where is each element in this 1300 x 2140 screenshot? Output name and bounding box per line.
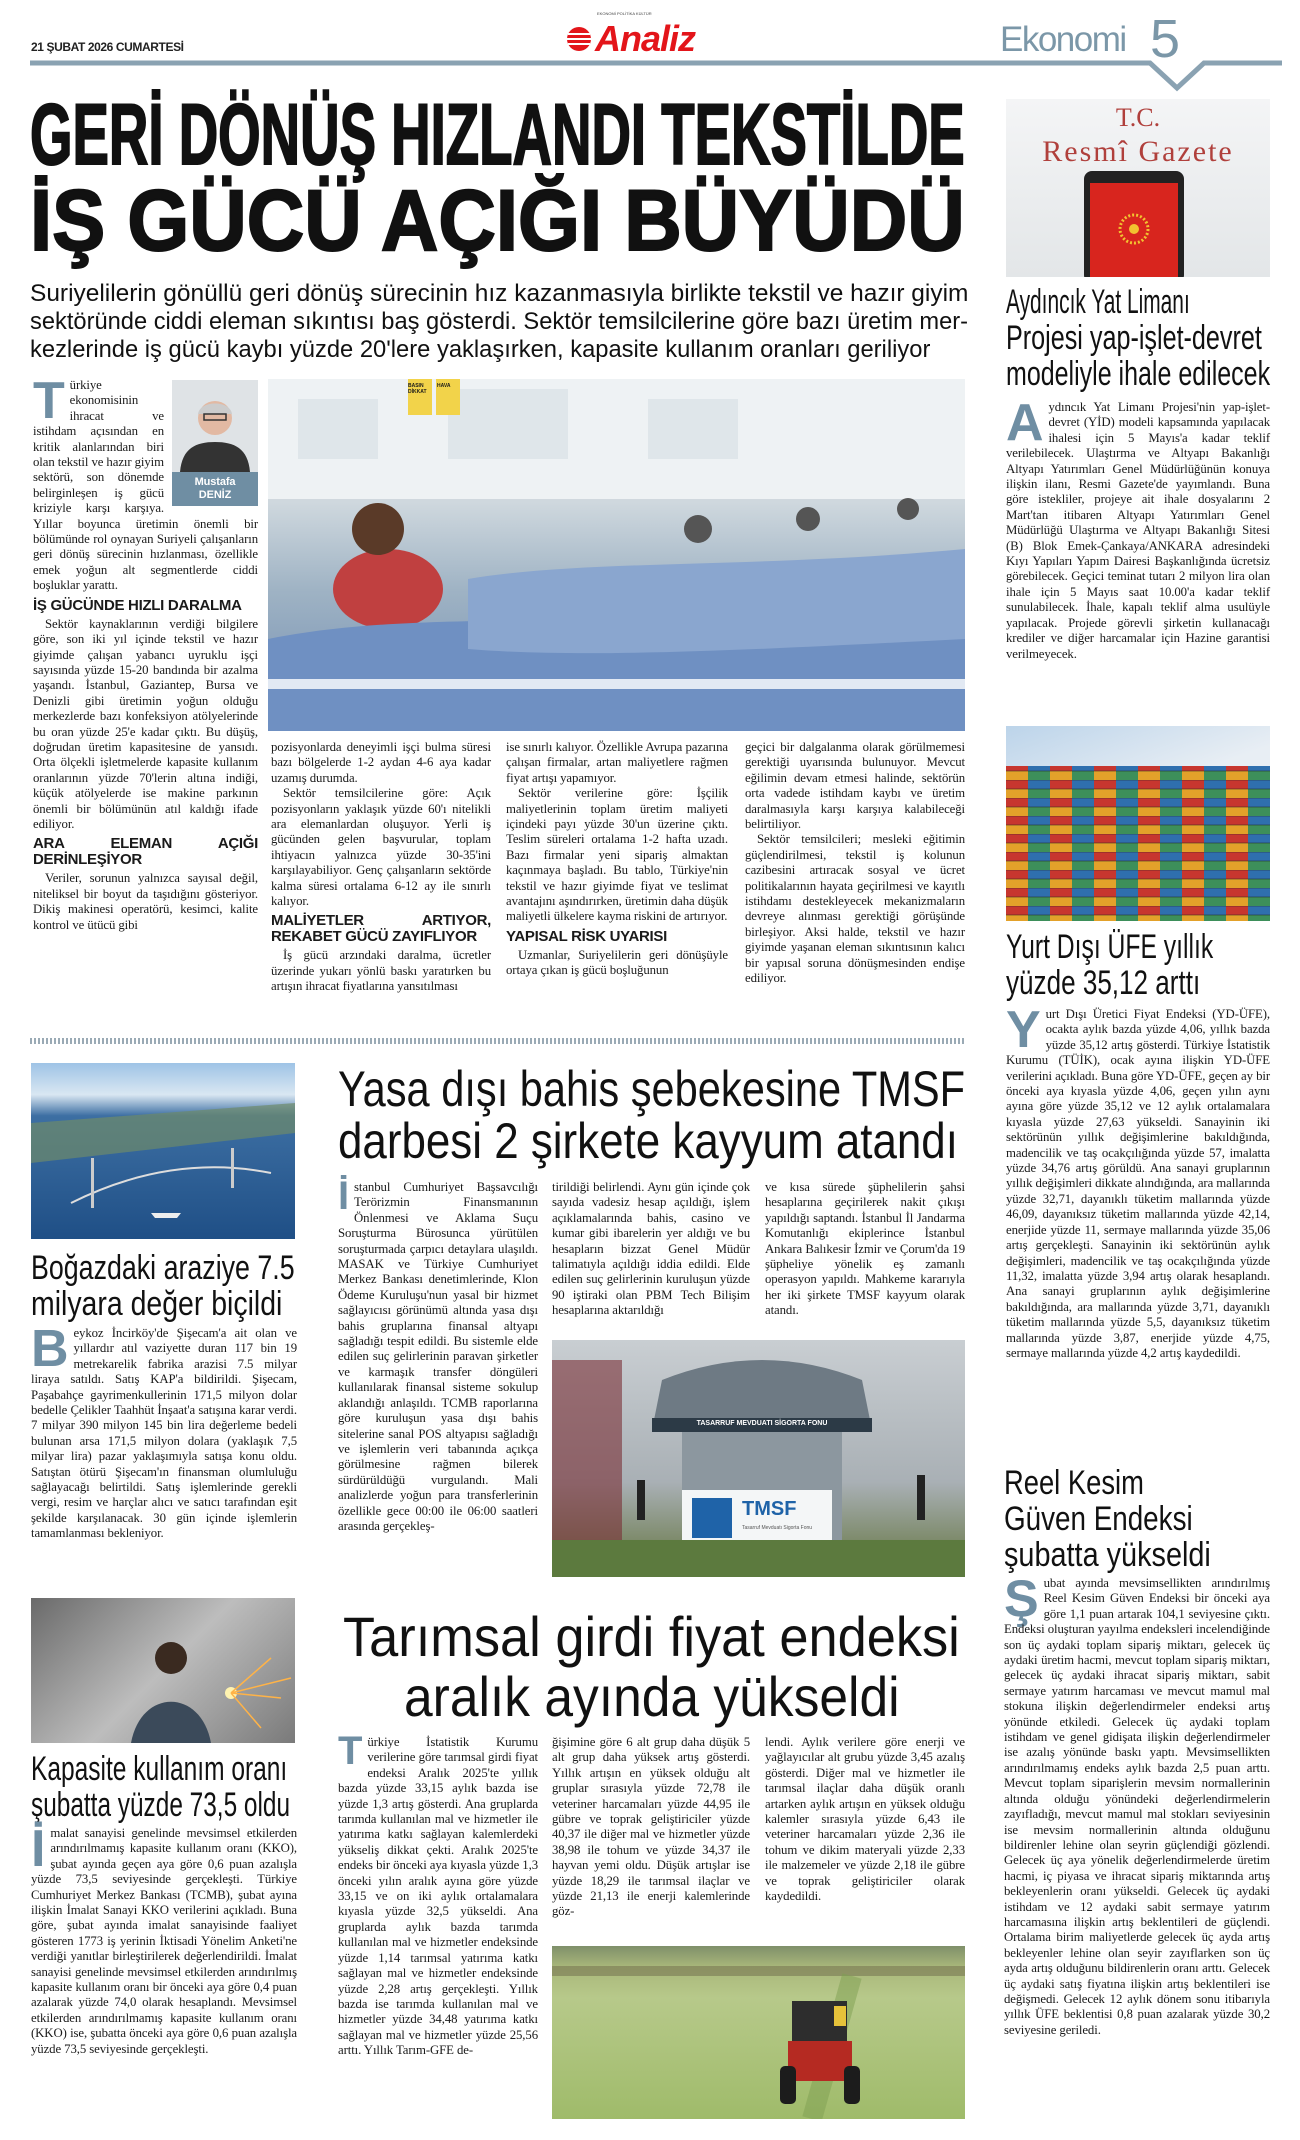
textile-factory-photo [268, 379, 965, 731]
paragraph: ydıncık Yat Limanı Projesi'nin yap-işlet-devret (YİD) modeli kapsamında yapılacak ihalesi için 5 Mayıs'a kadar teklif verilebilecek. Ulaştırma ve Altyapı Bakanlığı Altyapı Yatırımları Genel Müdürlüğünün konuya ilişkin ilanı, Resmi Gazete'de yayımlandı. Buna göre istekliler, projeye ait ihale dosyalarını 2 Mart'tan itibaren Altyapı Yatırımları Genel Müdürlüğü Ulaştırma ve Altyapı Bakanlığı Sitesi (B) Blok Emek-Çankaya/ANKARA adresindeki Kıyı Yapıları Yapım Dairesi Başkanlığında ücretsiz görebilecek. Geçici teminat tutarı 2 milyon lira olan ihale için 5 Mayıs saat 10.00'a kadar teklif sunulabilecek. İhale, kapalı teklif alma usulüyle yapılacak. Projede görevli şirketin kullanacağı krediler ve diğer harcamalar için Hazine garantisi verilmeyecek. [1006, 400, 1270, 661]
headline-line: Yurt Dışı ÜFE yıllık [1006, 928, 1214, 966]
resmi-gazete-photo [1006, 99, 1270, 277]
tractor-illustration [552, 1946, 965, 2119]
main-deck [30, 280, 968, 364]
author-last-name: DENİZ [198, 489, 232, 502]
paragraph: ürkiye İstatistik Kurumu verilerine göre tarımsal girdi fiyat endeksi Aralık 2025'te yıllık bazda yüzde 33,15 aylık bazda ise yüzde 1,3 artış gösterdi. Ana gruplarda tarımda kullanılan mal ve hizmetler ile yatırıma katkı sağlayan kalemlerdeki yükseliş dikkat çekti. Aralık 2025'te endeks bir önceki aya kıyasla yüzde 1,3 önceki yılın aralık ayına göre yüzde 33,15 ve on iki aylık ortalamalara kıyasla yüzde 32,5 yükseldi. Ana gruplarda aylık bazda tarımda kullanılan mal ve hizmetler endeksinde yüzde 1,14 tarımsal yatırıma katkı sağlayan mal ve hizmetler endeksinde yüzde 2,28 artış gerçekleşti. Yıllık bazda ise tarımda kullanılan mal ve hizmetler yüzde 34,48 yatırıma katkı sağlayan mal ve hizmetler yüzde 25,56 arttı. Yıllık Tarım-GFE de- [338, 1735, 538, 2058]
kko-article [31, 1820, 297, 2057]
logo-globe-icon [565, 24, 593, 54]
bridge-illustration [31, 1063, 295, 1239]
paragraph: urt Dışı Üretici Fiyat Endeksi (YD-ÜFE), ocakta aylık bazda yüzde 4,06, yıllık bazda yüzde 35,12 artış gösterdi. Türkiye İstatistik Kurumu (TÜİK), ocak ayına ilişkin YD-ÜFE verilerini açıkladı. Buna göre YD-ÜFE, geçen ay bir önceki aya kıyasla yüzde 4,06, geçen yılın aynı ayına göre yüzde 35,12 ve 12 aylık ortalamalara kıyasla yüzde 27,63 yükseldi. Sanayinin iki sektörünün yıllık değişimlerine bakıldığında, madencilik ve taş ocakçılığında yüzde 57, imalatta yüzde 34,76 artış görüldü. Ana sanayi gruplarının yıllık değişimleri dikkate alındığında, ara mallarında yüzde 32,71, dayanıklı tüketim mallarında yüzde 46,09, dayanıksız tüketim mallarında yüzde 42,14, enerjide yüzde 11, sermaye mallarında yüzde 35,06 artış gerçekleşti. Sanayinin iki sektörünün aylık değişimleri, madencilik ve taş ocakçılığında yüzde 11,32, imalatta yüzde 3,94 artış olarak hesaplandı. Ana sanayi gruplarının aylık değişimlerine bakıldığında, ara mallarında yüzde 3,71, dayanıklı tüketim mallarında yüzde 5,5, dayanıksız tüketim mallarında yüzde 3,87, enerjide yüzde 4,75, sermaye mallarında yüzde 4,2 artış kaydedildi. [1006, 1007, 1270, 1360]
gazete-title: Resmî Gazete [1042, 135, 1234, 168]
tmsf-headline [338, 1063, 965, 1167]
headline-line: Kapasite kullanım oranı [31, 1750, 288, 1788]
paragraph: Veriler, sorunun yalnızca sayısal değil, niteliksel bir boyut da taşıdığını gösteriyor. Dikiş makinesi operatörü, kesimci, kalite kontrol ve ütücü gibi [33, 871, 258, 932]
paragraph: tirildiği belirlendi. Aynı gün içinde çok sayıda vadesiz hesap açıldığı, işlem açıklamalarında bahis, casino ve kumar gibi ibarelerin yer aldığı ve bu hesapların bizzat Genel Müdür talimatıyla açıldığı iddia edildi. Elde edilen suç gelirlerinin kuruluşun yüzde 90 iştiraki olan PBM Tech Bilişim hesaplarına aktarıldığı [552, 1180, 750, 1318]
ufe-article [1006, 1001, 1270, 1361]
drop-cap: Ş [1004, 1570, 1039, 1628]
author-box [172, 380, 258, 506]
headline-line: şubatta yükseldi [1004, 1536, 1211, 1574]
deck-line: kezlerinde iş gücü kaybı yüzde 20'lere yaklaşırken, kapasite kullanım oranları geriliyor [30, 336, 931, 363]
deck-line: Suriyelilerin gönüllü geri dönüş sürecinin hız kazanmasıyla birlikte tekstil ve hazır giyim [30, 280, 969, 307]
paragraph: Sektör kaynaklarının verdiği bilgilere göre, son iki yıl içinde tekstil ve hazır giyimde çalışan yabancı uyruklu işçi sayısında yüzde 15-20 bandında bir azalma yaşandı. İstanbul, Gaziantep, Bursa ve Denizli gibi üretimin yoğun olduğu merkezlerde bazı konfeksiyon atölyelerinde bu oran yüzde 25'e kadar çıktı. Bu düşüş, doğrudan üretim kapasitesine de yansıdı. Orta ölçekli işletmelerde kapasite kullanım oranlarının yüzde 70'lerin altına indiği, küçük atölyelerde ise makine parkının önemli bir bölümünün atıl kaldığı ifade ediliyor. [33, 616, 258, 831]
main-headline [30, 87, 965, 269]
main-headline-line: GERİ DÖNÜŞ HIZLANDI TEKSTİLDE [30, 87, 965, 183]
drop-cap: T [33, 372, 65, 430]
issue-date: 21 ŞUBAT 2026 CUMARTESİ [31, 40, 184, 54]
section-name: Ekonomi [1000, 20, 1126, 59]
paragraph: Sektör verilerine göre: İşçilik maliyetlerinin toplam üretim maliyeti içindeki payı yüzde 30'un üzerine çıktı. Teslim süreleri ortalama 1-2 hafta uzadı. Bazı firmalar yeni sipariş almaktan kaçınmaya başladı. Bu tablo, Türkiye'nin tekstil ve hazır giyimde fiyat ve teslimat avantajını aşındırırken, üretimin daha düşük maliyetli ülkelere kayma riskini de artırıyor. [506, 786, 728, 924]
drop-cap: İ [31, 1820, 46, 1878]
bogaz-article [31, 1320, 297, 1542]
main-article-col-4 [745, 740, 965, 987]
reel-article [1004, 1570, 1270, 2038]
headline-line: Aydıncık Yat Limanı [1006, 283, 1190, 321]
tmsf-col-3 [765, 1180, 965, 1319]
photo-sign: BASIN DİKKAT [408, 383, 427, 395]
paragraph: Sektör temsilcilerine göre: Açık pozisyonların yaklaşık yüzde 60'ı nitelikli ara elemanlardan oluşuyor. Yerli iş gücünden gelen başvurular, toplam ihtiyacın yalnızca yüzde 30-35'ini karşılayabiliyor. Genç çalışanların sektörde kalma süresi ortalama 6-12 ay ile sınırlı kalıyor. [271, 786, 491, 909]
logo-wordmark: Analiz [595, 18, 696, 59]
main-article-col-1 [33, 372, 258, 933]
tmsf-logo-text: TMSF [742, 1498, 797, 1520]
photo-sign: HAVA [437, 383, 451, 389]
drop-cap: A [1006, 394, 1044, 452]
paragraph: malat sanayisi genelinde mevsimsel etkilerden arındırılmamış kapasite kullanım oranı (KKO), şubat ayında geçen aya göre 0,6 puan azalışla yüzde 73,5 seviyesinde gerçekleşti. Türkiye Cumhuriyet Merkez Bankası (TCMB), şubat ayına ilişkin İmalat Sanayi KKO verilerini açıkladı. Buna göre, şubat ayında imalat sanayisinde faaliyet gösteren 1773 iş yerinin İktisadi Yönelim Anketi'ne verdiği yanıtlar birleştirilerek değerlendirildi. İmalat sanayisi genelinde mevsimsel etkilerden arındırılmış kapasite kullanım oranı bir önceki aya göre 0,4 puan azalarak yüzde 74,0 olarak hesaplandı. Mevsimsel etkilerden arındırılmamış kapasite kullanım oranı (KKO) ise, şubatta önceki aya göre 0,6 puan azalışla yüzde 73,5 seviyesinde gerçekleşti. [31, 1826, 297, 2056]
paragraph: ürkiye ekonomisinin ihracat ve istihdam açısından en kritik alanlarından biri olan tekstil ve hazır giyim sektörü, son dönemde belirginleşen iş gücü kriziyle karşı karşıya. Yıllar boyunca üretimin önemli bir bölümünde rol oynayan Suriyeli çalışanların geri dönüş sürecinin hızlanması, özellikle emek yoğun alt segmentlerde ciddi boşluklar yarattı. [33, 378, 258, 593]
paragraph: Sektör temsilcileri; mesleki eğitimin güçlendirilmesi, tekstil iş kolunun cazibesini artıracak sosyal ve ücret politikalarının hayata geçirilmesi ve kayıtlı istihdamı destekleyecek mekanizmaların devreye alınması gerektiği görüşünde birleşiyor. Aksi halde, tekstil ve hazır giyimde yaşanan eleman sıkıntısının kalıcı bir yapısal soruna dönüşmesinden endişe ediliyor. [745, 832, 965, 986]
headline-line: yüzde 35,12 arttı [1006, 964, 1201, 1002]
yat-headline [1006, 284, 1270, 392]
main-headline-line: İŞ GÜCÜ AÇIĞI BÜYÜDÜ [30, 173, 965, 269]
main-article-col-3 [506, 740, 728, 979]
ufe-headline [1006, 929, 1213, 1001]
photo-illustration [268, 379, 965, 731]
headline-line: Yasa dışı bahis şebekesine TMSF [338, 1061, 966, 1117]
welder-illustration [31, 1598, 295, 1743]
headline-line: modeliyle ihale edilecek [1006, 355, 1271, 393]
headline-line: şubatta yüzde 73,5 oldu [31, 1786, 291, 1824]
headline-line: Reel Kesim [1004, 1464, 1144, 1502]
tarim-col-1 [338, 1729, 538, 2059]
yat-article [1006, 394, 1270, 662]
tarim-col-3 [765, 1735, 965, 1904]
drop-cap: B [31, 1320, 69, 1378]
paragraph: pozisyonlarda deneyimli işçi bulma süresi bazı bölgelerde 1-2 aydan 4-6 aya kadar uzamış durumda. [271, 740, 491, 785]
paragraph: Uzmanlar, Suriyelilerin geri dönüşüyle ortaya çıkan iş gücü boşluğunun [506, 947, 728, 978]
phone-illustration [1006, 99, 1270, 277]
headline-line: darbesi 2 şirkete kayyum atandı [338, 1113, 958, 1169]
tractor-field-photo [552, 1946, 965, 2119]
tmsf-logo-subtext: Tasarruf Mevduatı Sigorta Fonu [742, 1525, 813, 1531]
drop-cap: Y [1006, 1001, 1041, 1059]
headline-line: milyara değer biçildi [31, 1285, 283, 1323]
deck-line: sektöründe ciddi eleman sıkıntısı baş gösterdi. Sektör temsilcilerine göre bazı üretim mer- [30, 308, 969, 335]
kko-headline [31, 1751, 290, 1823]
tmsf-col-2 [552, 1180, 750, 1319]
bosphorus-photo [31, 1063, 295, 1239]
subheading: İŞ GÜCÜNDE HIZLI DARALMA [33, 596, 242, 614]
headline-line: Boğazdaki araziye 7.5 [31, 1249, 295, 1287]
reel-headline [1004, 1465, 1211, 1573]
logo-tagline: EKONOMİ POLİTİKA KÜLTÜR [597, 11, 652, 16]
headline-line: Projesi yap-işlet-devret [1006, 319, 1262, 357]
paragraph: İş gücü arzındaki daralma, ücretler üzerinde yukarı yönlü baskı yaratırken bu artışın ihracat fiyatlarına yansıtılması [271, 948, 491, 994]
subheading: MALİYETLER ARTIYOR, REKABET GÜCÜ ZAYIFLIYOR [271, 912, 491, 946]
gazete-tc: T.C. [1115, 103, 1161, 132]
paragraph: ğişimine göre 6 alt grup daha düşük 5 alt grup daha yüksek artış gösterdi. Yıllık artışın en yüksek olduğu alt gruplar sırasıyla yüzde 72,78 ile veteriner harcamaları yüzde 44,95 ile gübre ve toprak geliştiriciler yüzde 40,37 ile diğer mal ve hizmetler yüzde 38,98 ile tohum ve yüzde 34,37 ile hayvan yemi oldu. Düşük artışlar ise yüzde 18,29 ile tarımsal ilaçlar ve yüzde 21,13 ile enerji kalemlerinde göz- [552, 1735, 750, 1919]
paragraph: geçici bir dalgalanma olarak görülmemesi gerektiği uyarısında bulunuyor. Mevcut eğilimin devam etmesi halinde, sektörün orta vadede istihdam kaybı ve üretim daralmasıyla karşı karşıya kalabileceği belirtiliyor. [745, 740, 965, 832]
author-photo [172, 380, 258, 472]
tarim-headline [338, 1607, 965, 1727]
drop-cap: T [338, 1729, 363, 1773]
headline-line: aralık ayında yükseldi [403, 1665, 900, 1728]
drop-cap: İ [338, 1174, 350, 1218]
tarim-col-2 [552, 1735, 750, 1920]
paragraph: stanbul Cumhuriyet Başsavcılığı Terörizmin Finansmanının Önlenmesi ve Aklama Suçu Soruşturma Bürosunca yürütülen soruşturmada çarpıcı detaylara ulaşıldı. MASAK ve Türkiye Cumhuriyet Merkez Bankası denetimlerinde, Klon Ödeme Kuruluşu'nun yasal bir hizmet sağlayıcısı görünümü altında yasa dışı bahis gruplarına finansal altyapı sağladığı tespit edildi. Bu sistemle elde edilen suç gelirlerinin paravan şirketler ve karmaşık transfer döngüleri kullanılarak finansal sisteme sokulup aklandığı anlaşıldı. TCMB raporlarına göre kuruluşun yasa dışı bahis sitelerine sanal POS altyapısı sağladığı ve işlemlerin veri tabanında açıkça görülmesine rağmen bilerek sürdürüldüğü vurgulandı. Mali analizlerde yoğun para transferlerinin özellikle gece 00:00 ile 06:00 saatleri arasında gerçekleş- [338, 1180, 538, 1533]
tmsf-building-photo [552, 1340, 965, 1577]
paragraph: lendi. Aylık verilere göre enerji ve yağlayıcılar alt grubu yüzde 3,45 azalış gösterdi. Diğer mal ve hizmetler ile tarımsal ilaçlar daha düşük oranlı artarken aylık artışın en yüksek olduğu kalemler sırasıyla yüzde 6,43 ile veteriner harcamaları yüzde 2,36 ile tohum ve dikim materyali yüzde 2,33 ile malzemeler ve yüzde 2,18 ile gübre ve toprak geliştiriciler olarak kaydedildi. [765, 1735, 965, 1904]
building-illustration [552, 1340, 965, 1577]
paragraph: ise sınırlı kalıyor. Özellikle Avrupa pazarına çalışan firmalar, artan maliyetlere rağmen fiyat artışı yapamıyor. [506, 740, 728, 785]
bogaz-headline [31, 1250, 295, 1322]
tmsf-col-1 [338, 1174, 538, 1534]
newspaper-logo[interactable] [565, 11, 755, 59]
containers-illustration [1006, 726, 1270, 921]
subheading: YAPISAL RİSK UYARISI [506, 927, 667, 945]
author-first-name: Mustafa [194, 476, 236, 489]
page-number: 5 [1150, 9, 1181, 69]
subheading: ARA ELEMAN AÇIĞI DERİNLEŞİYOR [33, 835, 258, 869]
headline-line: Tarımsal girdi fiyat endeksi [343, 1605, 960, 1668]
section-divider [30, 1038, 965, 1044]
headline-line: Güven Endeksi [1004, 1500, 1193, 1538]
paragraph: ubat ayında mevsimsellikten arındırılmış Reel Kesim Güven Endeksi bir önceki aya göre 1,1 puan artarak 104,1 seviyesine çıktı. Endeksi oluşturan yayılma endeksleri incelendiğinde son üç aydaki toplam sipariş miktarı, gelecek üç aydaki üretim hacmi, mevcut toplam sipariş miktarı, gelecek üç aydaki ihracat sipariş miktarı, sabit sermaye yatırım harcaması ve mevcut mamul mal stokuna ilişkin değerlendirmeler endeksi artış yönünde etkiledi. Gelecek üç aydaki toplam istihdam ve genel gidişata ilişkin değerlendirmeler ise azalış yönünde baskı yaptı. Mevsimsellikten arındırılmamış endeks aylık bazda 2,5 puan arttı. Mevcut toplam siparişlerin mevsim normallerinin altında olduğu yönündeki değerlendirmelerin zayıfladığı, mevcut mamul mal stokları seviyesinin ise mevsim normallerinin altında olduğunu bildirenler lehine olan seyrin güçlendiği gözlendi. Gelecek üç aya yönelik değerlendirmelerde üretim hacmi, iç piyasa ve ihracat sipariş miktarında artış bekleyenlerin oranı yükseldi. Gelecek üç aydaki istihdam ve 12 aydaki sabit sermaye yatırım harcamasına ilişkin artış beklentileri de güçlendi. Ortalama birim maliyetlerde gelecek üç ayda artış bekleyenler lehine olan seyir zayıflarken son üç ayda artış olduğunu bildirenlerin oranı arttı. Gelecek üç aydaki satış fiyatına ilişkin artış beklentileri ise değişmedi. Gelecek 12 aylık dönem sonu itibarıyla yıllık ÜFE beklentisi 0,8 puan azalarak yüzde 30,2 seviyesine geriledi. [1004, 1576, 1270, 2037]
tmsf-sign: TASARRUF MEVDUATI SİGORTA FONU [696, 1420, 828, 1427]
paragraph: eykoz İncirköy'de Şişecam'a ait olan ve yıllardır atıl vaziyette duran 117 bin 19 metrekarelik fabrika arazisi 7.5 milyar liraya satıldı. Satış KAP'a bildirildi. Şişecam, Paşabahçe gayrimenkullerinin 171,5 milyon dolar bedelle Çelikler Taahhüt İnşaat'a satışına karar verdi. 7 milyar 390 milyon 145 bin lira değerleme bedeli bulunan arsa 171,5 milyon dolara (yaklaşık 7,5 milyar lira) pazar yaklaşımıyla satışa konu oldu. Satıştan ötürü Şişecam'ın finansman olumluluğu sağlayacağı belirtildi. Satış işlemlerinde gerekli vergi, resim ve harçlar alıcı ve satıcı tarafından eşit şekilde karşılanacak. 30 gün içinde işlemlerin tamamlanması bekleniyor. [31, 1326, 297, 1541]
paragraph: ve kısa sürede şüphelilerin şahsi hesaplarına geçirilerek nakit çıkışı yapıldığı saptandı. İstanbul İl Jandarma Komutanlığı ekiplerince İstanbul Ankara Balıkesir İzmir ve Çorum'da 19 şüpheliye yönelik eş zamanlı operasyon yapıldı. Mahkeme kararıyla her iki şirkete TMSF kayyum olarak atandı. [765, 1180, 965, 1318]
containers-photo [1006, 726, 1270, 921]
welder-photo [31, 1598, 295, 1743]
main-article-col-2 [271, 740, 491, 995]
